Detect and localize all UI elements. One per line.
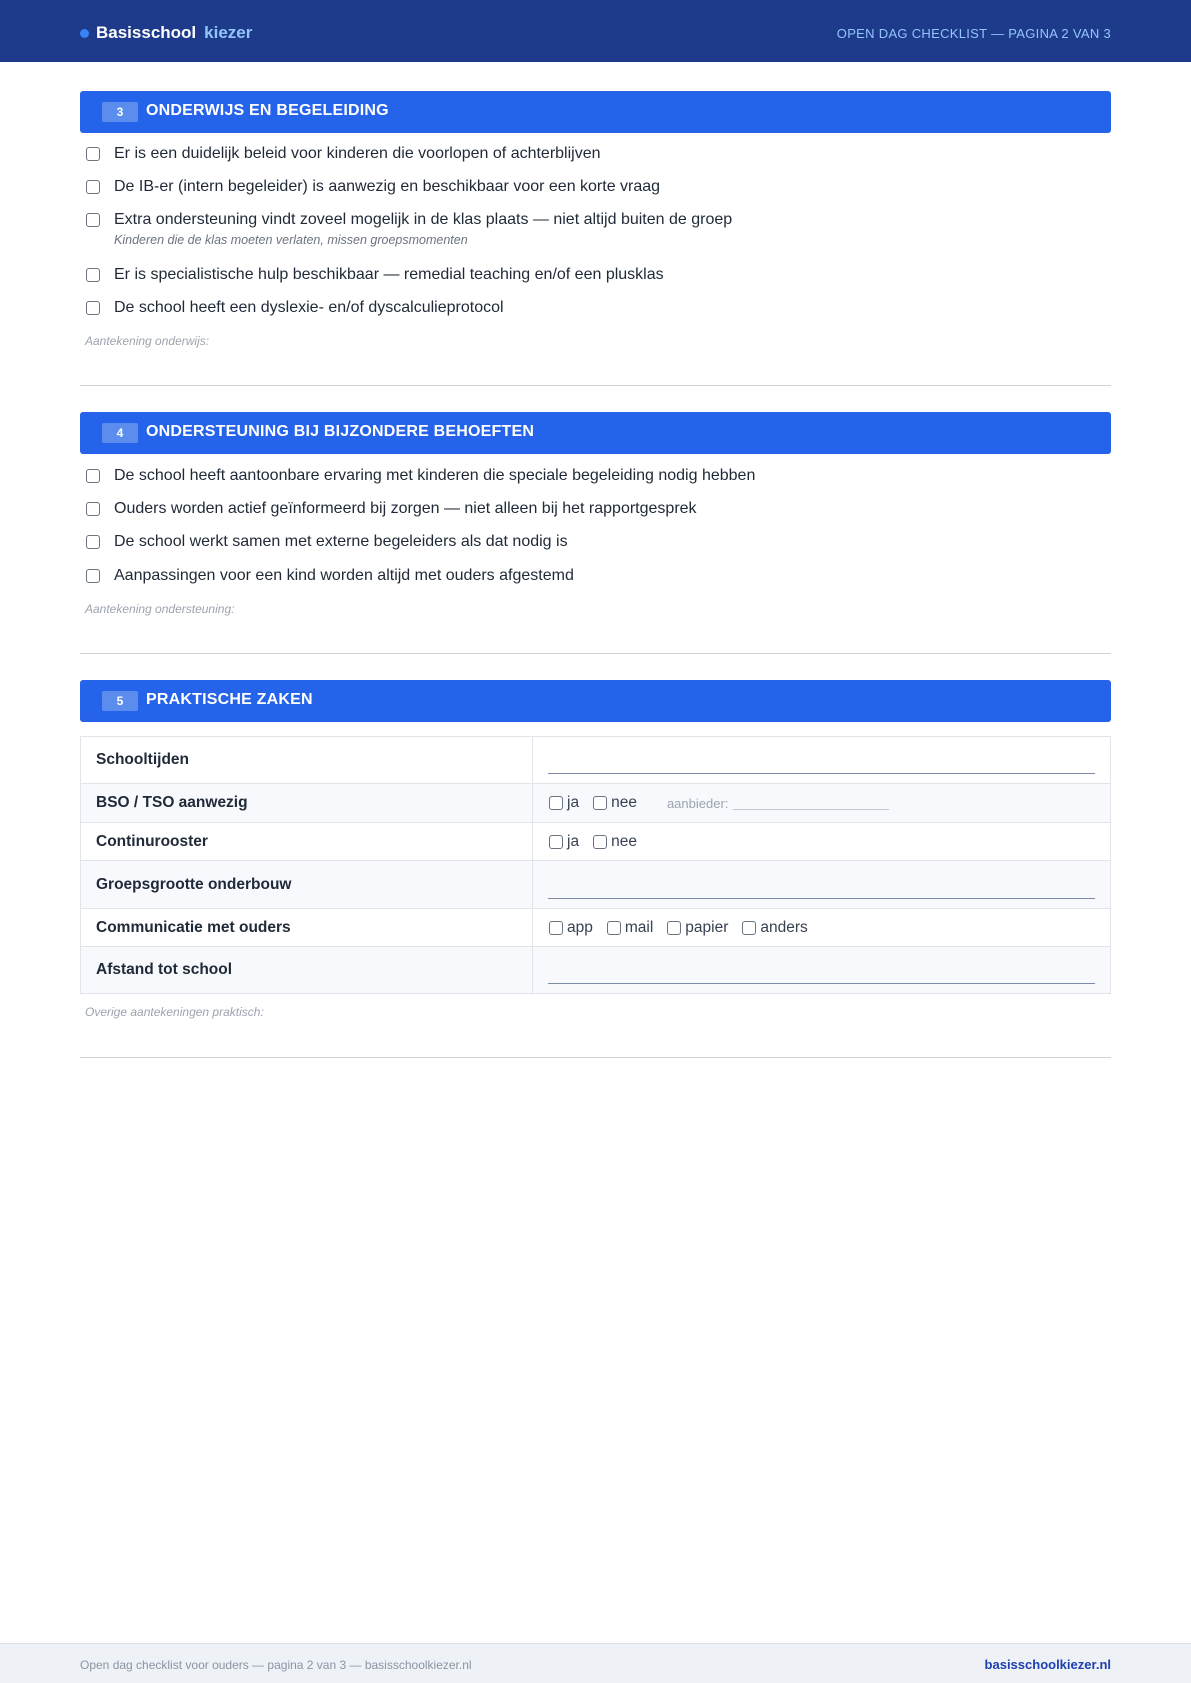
checkbox[interactable] (86, 147, 100, 161)
answer-field[interactable] (533, 737, 1110, 783)
brand-dot-icon (80, 29, 89, 38)
option-label: ja (567, 794, 580, 811)
answer-field[interactable] (533, 861, 1110, 908)
table-row (81, 784, 1110, 823)
checkbox[interactable] (549, 796, 563, 810)
page-footer (0, 1643, 1191, 1683)
row-label: Communicatie met ouders (81, 909, 533, 946)
option-ja[interactable] (549, 794, 579, 812)
checkbox[interactable] (86, 569, 100, 583)
brand-logo (80, 23, 252, 43)
section-5-header (80, 680, 1111, 722)
checklist-item-hint: Kinderen die de klas moeten verlaten, missen groepsmomenten (114, 233, 468, 247)
section-divider (80, 1057, 1111, 1058)
checklist-item-label: Extra ondersteuning vindt zoveel mogelijk in de klas plaats — niet altijd buiten de groep (114, 211, 733, 228)
section-divider (80, 385, 1111, 386)
provider-label: aanbieder: (666, 795, 729, 811)
checkbox[interactable] (549, 921, 563, 935)
section-title: ONDERWIJS EN BEGELEIDING (146, 102, 389, 119)
answer-field[interactable] (533, 947, 1110, 993)
option-nee[interactable] (593, 833, 637, 851)
option-mail[interactable] (607, 919, 653, 937)
checklist-item-label: Er is specialistische hulp beschikbaar — remedial teaching en/of een plusklas (114, 266, 664, 283)
footer-text: Open dag checklist voor ouders — pagina 2 van 3 — basisschoolkiezer.nl (80, 1658, 472, 1672)
checkbox[interactable] (593, 835, 607, 849)
checklist-item (86, 266, 664, 283)
note-label: Aantekening onderwijs: (85, 334, 210, 348)
footer-site-link[interactable]: basisschoolkiezer.nl (984, 1657, 1111, 1672)
checklist-item (86, 533, 568, 550)
fill-line (548, 898, 1095, 899)
checklist-item-label: Er is een duidelijk beleid voor kinderen die voorlopen of achterblijven (114, 145, 601, 162)
checklist-item-label: Aanpassingen voor een kind worden altijd met ouders afgestemd (114, 567, 574, 584)
table-row (81, 947, 1110, 993)
option-label: app (567, 918, 593, 936)
checklist-item (86, 145, 601, 162)
checkbox[interactable] (607, 921, 621, 935)
note-label: Overige aantekeningen praktisch: (85, 1005, 264, 1019)
checkbox[interactable] (86, 268, 100, 282)
table-row (81, 823, 1110, 861)
row-label: Continurooster (81, 823, 533, 860)
checklist-item-label: De school werkt samen met externe begeleiders als dat nodig is (114, 533, 568, 550)
section-3-header (80, 91, 1111, 133)
checkbox[interactable] (86, 469, 100, 483)
practical-table (80, 736, 1111, 994)
option-ja[interactable] (549, 833, 579, 851)
page-header (0, 0, 1191, 62)
option-label: papier (685, 918, 729, 936)
answer-options (533, 909, 1110, 946)
option-label: mail (624, 918, 654, 936)
checklist-item-label: De school heeft een dyslexie- en/of dyscalculieprotocol (114, 299, 504, 316)
checklist-item (86, 467, 756, 484)
checkbox[interactable] (86, 535, 100, 549)
checkbox[interactable] (667, 921, 681, 935)
checkbox[interactable] (86, 180, 100, 194)
section-number: 5 (102, 691, 138, 711)
option-nee[interactable] (593, 794, 637, 812)
row-label: Afstand tot school (81, 947, 533, 993)
checkbox[interactable] (86, 301, 100, 315)
fill-line (548, 773, 1095, 774)
checkbox[interactable] (742, 921, 756, 935)
provider-field[interactable] (667, 796, 889, 811)
option-label: ja (567, 832, 580, 850)
option-papier[interactable] (667, 919, 728, 937)
option-label: nee (611, 832, 637, 850)
checklist-item (86, 299, 504, 316)
checkbox[interactable] (86, 213, 100, 227)
option-label: nee (611, 794, 637, 811)
checklist-item (86, 567, 574, 584)
brand-name-part1: Basisschool (96, 23, 197, 42)
option-label: anders (760, 918, 808, 936)
checklist-item-label: Ouders worden actief geïnformeerd bij zorgen — niet alleen bij het rapportgesprek (114, 500, 697, 517)
checklist-item (86, 211, 733, 247)
checkbox[interactable] (86, 502, 100, 516)
row-label: Groepsgrootte onderbouw (81, 861, 533, 908)
section-divider (80, 653, 1111, 654)
note-label: Aantekening ondersteuning: (85, 602, 235, 616)
brand-name-part2: kiezer (204, 23, 253, 42)
section-number: 3 (102, 102, 138, 122)
section-number: 4 (102, 423, 138, 443)
checklist-item (86, 178, 661, 195)
section-title: ONDERSTEUNING BIJ BIJZONDERE BEHOEFTEN (146, 423, 535, 440)
section-4-header (80, 412, 1111, 454)
checklist-item-label: De school heeft aantoonbare ervaring met kinderen die speciale begeleiding nodig hebben (114, 467, 756, 484)
option-anders[interactable] (742, 919, 807, 937)
table-row (81, 909, 1110, 947)
checklist-item-label: De IB-er (intern begeleider) is aanwezig en beschikbaar voor een korte vraag (114, 178, 661, 195)
checklist-item (86, 500, 697, 517)
table-row (81, 861, 1110, 909)
checkbox[interactable] (593, 796, 607, 810)
fill-line (548, 983, 1095, 984)
row-label: BSO / TSO aanwezig (81, 784, 533, 822)
answer-options (533, 784, 1110, 822)
option-app[interactable] (549, 919, 593, 937)
page-indicator: OPEN DAG CHECKLIST — PAGINA 2 VAN 3 (836, 26, 1111, 41)
table-row (81, 737, 1110, 784)
answer-options (533, 823, 1110, 860)
fill-line (733, 809, 889, 810)
row-label: Schooltijden (81, 737, 533, 783)
checkbox[interactable] (549, 835, 563, 849)
section-title: PRAKTISCHE ZAKEN (146, 691, 313, 708)
